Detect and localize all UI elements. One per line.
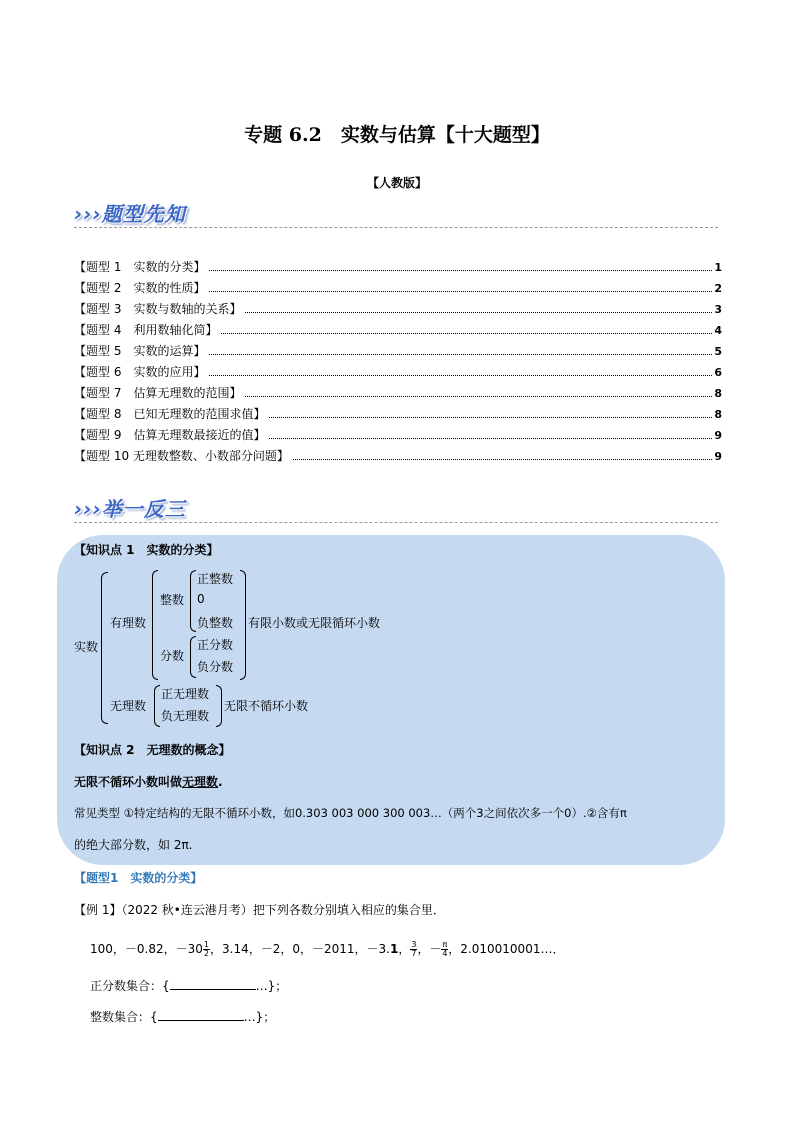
example-prompt: 【例 1】（2022 秋•连云港月考）把下列各数分别填入相应的集合里．: [74, 903, 445, 917]
node-rational: 有理数: [110, 616, 147, 630]
node-zero: 0: [197, 592, 205, 606]
answer-blank[interactable]: [158, 1008, 244, 1021]
integer-set: 整数集合：{ …}；: [90, 1010, 276, 1024]
node-negative-irrational: 负无理数: [161, 709, 210, 723]
node-negative-fraction: 负分数: [197, 660, 234, 674]
common-types-line2: 的绝大部分数，如 2π.: [74, 838, 193, 852]
page-title: 专题 6.2 实数与估算【十大题型】: [244, 124, 550, 146]
question-type-title: 【题型1 实数的分类】: [74, 871, 203, 885]
toc-item[interactable]: 【题型 5 实数的运算】 5: [74, 344, 722, 358]
toc-item[interactable]: 【题型 8 已知无理数的范围求值】 8: [74, 407, 722, 421]
brace: [216, 685, 222, 727]
toc-item[interactable]: 【题型 9 估算无理数最接近的值】 9: [74, 428, 722, 442]
node-integer: 整数: [160, 593, 185, 607]
knowledge-1-title: 【知识点 1 实数的分类】: [74, 543, 219, 557]
toc-item[interactable]: 【题型 1 实数的分类】 1: [74, 260, 722, 274]
section-heading-practice: ›››举一反三: [74, 497, 186, 521]
fraction: $\frac{1}{2}$: [203, 940, 209, 958]
brace: [240, 570, 246, 680]
section-divider: [74, 522, 718, 523]
node-positive-irrational: 正无理数: [161, 687, 210, 701]
brace: [101, 572, 108, 724]
fraction: $\frac{\pi}{4}$: [442, 940, 448, 958]
toc-item[interactable]: 【题型 7 估算无理数的范围】 8: [74, 386, 722, 400]
rational-description: 有限小数或无限循环小数: [248, 616, 381, 630]
node-negative-integer: 负整数: [197, 616, 234, 630]
toc-item[interactable]: 【题型 4 利用数轴化简】 4: [74, 323, 722, 337]
brace: [190, 570, 196, 632]
node-positive-integer: 正整数: [197, 572, 234, 586]
common-types-line1: 常见类型 ①特定结构的无限不循环小数，如0.303 003 000 300 003…（两个3之间依次多一个0）.②含有π: [74, 806, 627, 820]
toc-item[interactable]: 【题型 2 实数的性质】 2: [74, 281, 722, 295]
toc-item[interactable]: 【题型 10 无理数整数、小数部分问题】 9: [74, 449, 722, 463]
toc-item[interactable]: 【题型 3 实数与数轴的关系】 3: [74, 302, 722, 316]
number-list: 100，－0.82，－30 $\frac{1}{2}$ ，3.14，－2，0，－2011，－3.1， $\frac{3}{7}$ ，－ $\frac{\pi}{4}$ ，2.010010001…．: [90, 940, 565, 958]
knowledge-2-title: 【知识点 2 无理数的概念】: [74, 743, 231, 757]
brace: [154, 685, 160, 727]
node-real: 实数: [74, 640, 99, 654]
irrational-definition: 无限不循环小数叫做无理数.: [74, 775, 223, 789]
node-fraction: 分数: [160, 649, 185, 663]
section-heading-toc: ›››题型先知: [74, 202, 186, 226]
node-positive-fraction: 正分数: [197, 638, 234, 652]
edition-label: 【人教版】: [366, 176, 427, 190]
section-divider: [74, 227, 718, 228]
table-of-contents: [74, 258, 722, 468]
brace: [152, 570, 158, 680]
brace: [190, 636, 196, 678]
positive-fraction-set: 正分数集合：{ …}；: [90, 979, 288, 993]
answer-blank[interactable]: [170, 977, 256, 990]
irrational-description: 无限不循环小数: [224, 699, 309, 713]
toc-item[interactable]: 【题型 6 实数的应用】 6: [74, 365, 722, 379]
node-irrational: 无理数: [110, 699, 147, 713]
fraction: $\frac{3}{7}$: [411, 940, 417, 958]
